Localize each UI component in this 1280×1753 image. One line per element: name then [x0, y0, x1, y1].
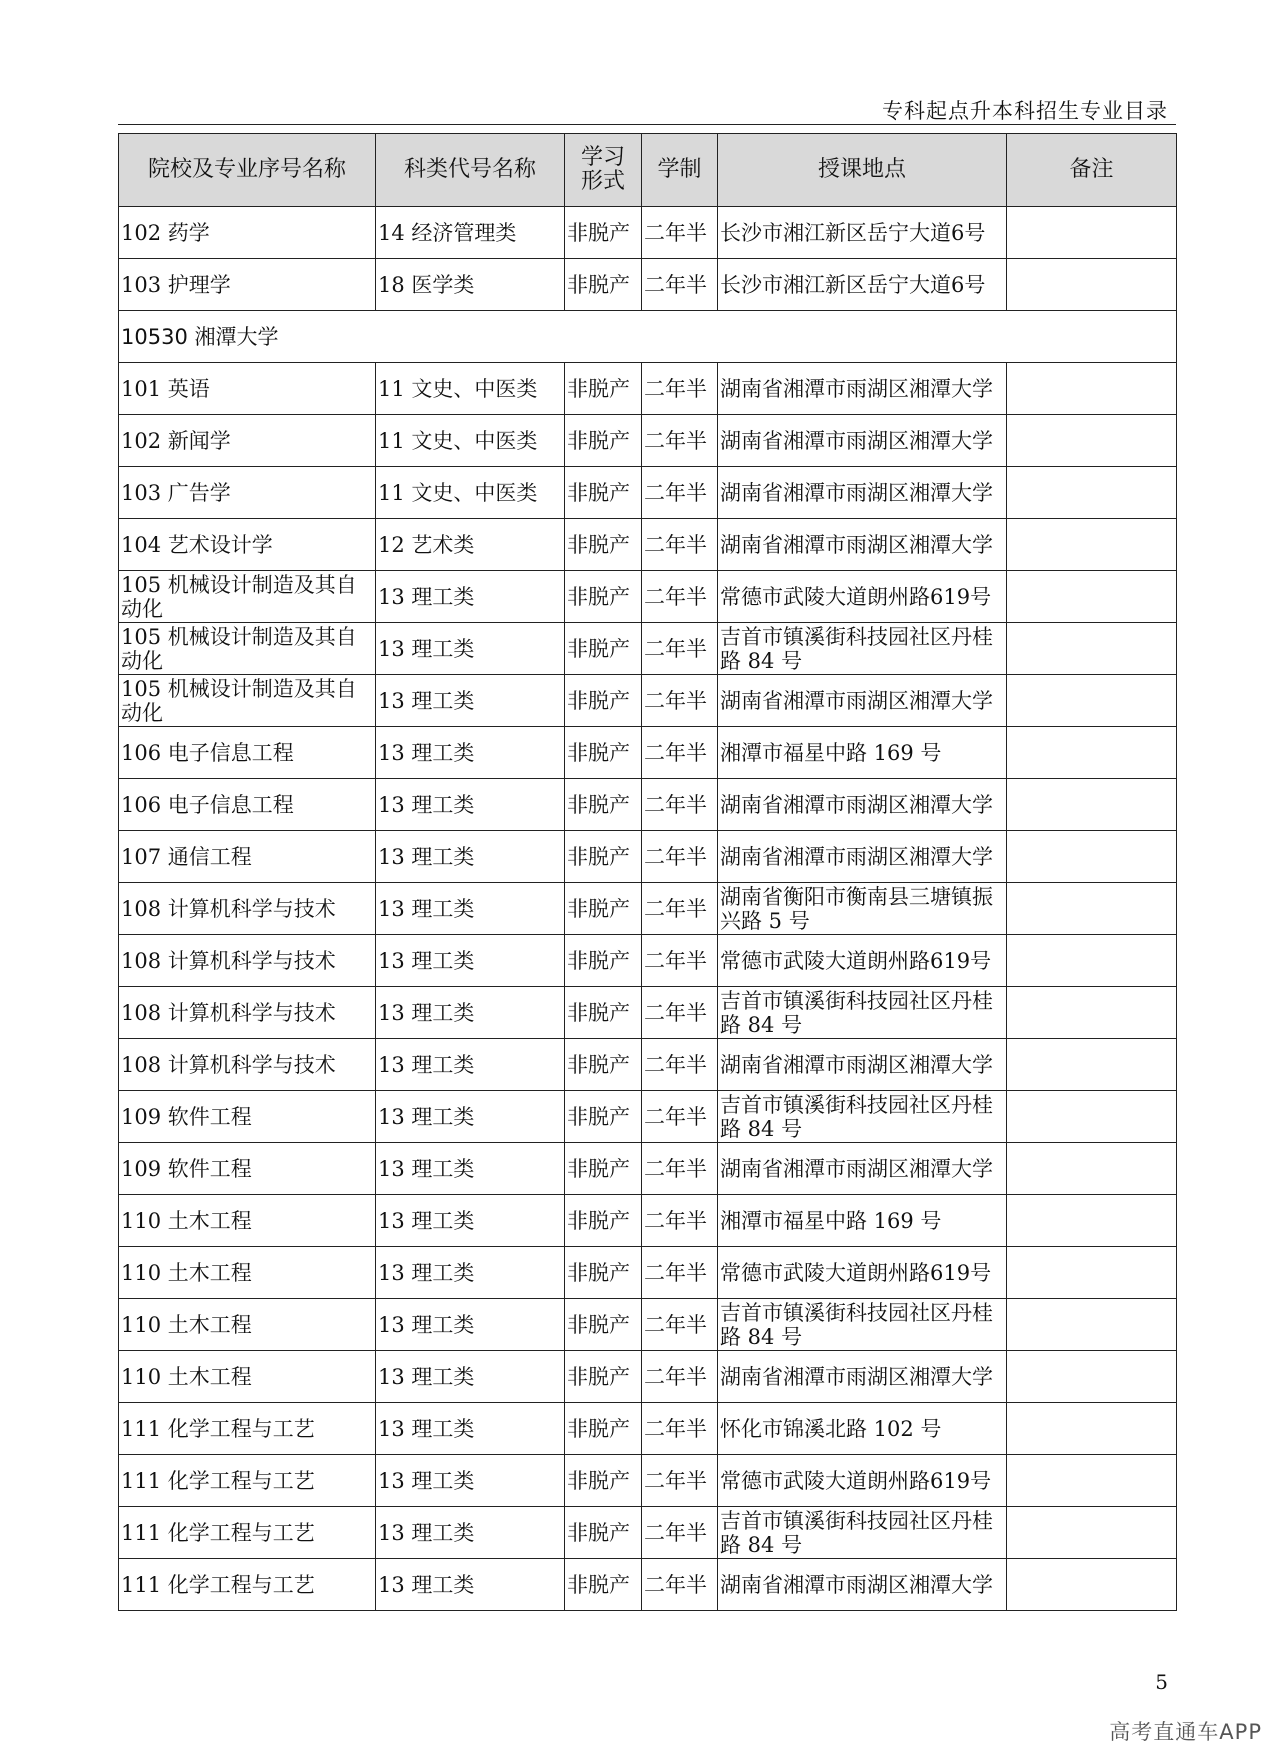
category-cell: 13 理工类 [376, 1299, 565, 1351]
category-cell: 13 理工类 [376, 1143, 565, 1195]
location-cell: 湘潭市福星中路 169 号 [718, 1195, 1007, 1247]
duration-cell: 二年半 [642, 935, 718, 987]
category-cell: 13 理工类 [376, 1039, 565, 1091]
location-cell: 湖南省湘潭市雨湖区湘潭大学 [718, 779, 1007, 831]
major-cell: 109 软件工程 [119, 1143, 376, 1195]
remark-cell [1007, 623, 1177, 675]
location-cell: 长沙市湘江新区岳宁大道6号 [718, 207, 1007, 259]
duration-cell: 二年半 [642, 623, 718, 675]
column-header-major: 院校及专业序号名称 [119, 134, 376, 207]
remark-cell [1007, 467, 1177, 519]
duration-cell: 二年半 [642, 1247, 718, 1299]
remark-cell [1007, 779, 1177, 831]
remark-cell [1007, 1559, 1177, 1611]
table-row [119, 571, 1177, 623]
study-form-cell: 非脱产 [565, 571, 642, 623]
remark-cell [1007, 1507, 1177, 1559]
remark-cell [1007, 1091, 1177, 1143]
remark-cell [1007, 831, 1177, 883]
location-cell: 常德市武陵大道朗州路619号 [718, 935, 1007, 987]
duration-cell: 二年半 [642, 779, 718, 831]
column-header-study-form [565, 134, 642, 207]
category-cell: 13 理工类 [376, 1507, 565, 1559]
category-cell: 13 理工类 [376, 935, 565, 987]
duration-cell: 二年半 [642, 675, 718, 727]
remark-cell [1007, 1195, 1177, 1247]
major-cell: 105 机械设计制造及其自动化 [119, 571, 376, 623]
category-cell: 13 理工类 [376, 727, 565, 779]
category-cell: 13 理工类 [376, 1351, 565, 1403]
location-cell: 湖南省湘潭市雨湖区湘潭大学 [718, 1559, 1007, 1611]
table-row [119, 675, 1177, 727]
table-row [119, 415, 1177, 467]
major-cell: 107 通信工程 [119, 831, 376, 883]
duration-cell: 二年半 [642, 883, 718, 935]
category-cell: 13 理工类 [376, 623, 565, 675]
major-cell: 111 化学工程与工艺 [119, 1559, 376, 1611]
remark-cell [1007, 987, 1177, 1039]
category-cell: 13 理工类 [376, 883, 565, 935]
table-row [119, 519, 1177, 571]
study-form-cell: 非脱产 [565, 1507, 642, 1559]
study-form-cell: 非脱产 [565, 779, 642, 831]
major-cell: 111 化学工程与工艺 [119, 1507, 376, 1559]
table-row [119, 727, 1177, 779]
study-form-cell: 非脱产 [565, 1091, 642, 1143]
table-row [119, 1195, 1177, 1247]
study-form-cell: 非脱产 [565, 1247, 642, 1299]
remark-cell [1007, 207, 1177, 259]
study-form-cell: 非脱产 [565, 883, 642, 935]
category-cell: 14 经济管理类 [376, 207, 565, 259]
watermark: 高考直通车APP [1109, 1720, 1262, 1744]
running-header-title: 专科起点升本科招生专业目录 [882, 99, 1168, 123]
major-cell: 108 计算机科学与技术 [119, 935, 376, 987]
duration-cell: 二年半 [642, 831, 718, 883]
table-row [119, 1403, 1177, 1455]
location-cell: 吉首市镇溪街科技园社区丹桂路 84 号 [718, 1507, 1007, 1559]
duration-cell: 二年半 [642, 987, 718, 1039]
table-row [119, 1507, 1177, 1559]
study-form-cell: 非脱产 [565, 467, 642, 519]
study-form-cell: 非脱产 [565, 519, 642, 571]
duration-cell: 二年半 [642, 1143, 718, 1195]
category-cell: 18 医学类 [376, 259, 565, 311]
table-row [119, 1351, 1177, 1403]
duration-cell: 二年半 [642, 467, 718, 519]
column-header-study-form-line1: 学习 [580, 145, 625, 170]
category-cell: 13 理工类 [376, 1403, 565, 1455]
study-form-cell: 非脱产 [565, 1403, 642, 1455]
major-cell: 110 土木工程 [119, 1351, 376, 1403]
duration-cell: 二年半 [642, 1091, 718, 1143]
category-cell: 13 理工类 [376, 1559, 565, 1611]
header-rule [118, 124, 1176, 125]
location-cell: 湖南省湘潭市雨湖区湘潭大学 [718, 415, 1007, 467]
category-cell: 13 理工类 [376, 1455, 565, 1507]
remark-cell [1007, 935, 1177, 987]
location-cell: 湖南省湘潭市雨湖区湘潭大学 [718, 467, 1007, 519]
duration-cell: 二年半 [642, 207, 718, 259]
category-cell: 13 理工类 [376, 779, 565, 831]
duration-cell: 二年半 [642, 1559, 718, 1611]
duration-cell: 二年半 [642, 1039, 718, 1091]
column-header-study-form-line2: 形式 [580, 169, 625, 194]
duration-cell: 二年半 [642, 1507, 718, 1559]
duration-cell: 二年半 [642, 519, 718, 571]
table-row [119, 1455, 1177, 1507]
major-cell: 106 电子信息工程 [119, 779, 376, 831]
location-cell: 湖南省湘潭市雨湖区湘潭大学 [718, 363, 1007, 415]
category-cell: 13 理工类 [376, 1195, 565, 1247]
location-cell: 湖南省湘潭市雨湖区湘潭大学 [718, 519, 1007, 571]
major-cell: 102 药学 [119, 207, 376, 259]
table-row [119, 1559, 1177, 1611]
school-name: 10530 湘潭大学 [119, 311, 1177, 363]
major-cell: 108 计算机科学与技术 [119, 883, 376, 935]
study-form-cell: 非脱产 [565, 415, 642, 467]
major-cell: 103 护理学 [119, 259, 376, 311]
location-cell: 常德市武陵大道朗州路619号 [718, 1455, 1007, 1507]
location-cell: 湖南省湘潭市雨湖区湘潭大学 [718, 1351, 1007, 1403]
study-form-cell: 非脱产 [565, 623, 642, 675]
category-cell: 13 理工类 [376, 571, 565, 623]
category-cell: 13 理工类 [376, 1091, 565, 1143]
table-row [119, 1299, 1177, 1351]
major-cell: 110 土木工程 [119, 1195, 376, 1247]
major-cell: 111 化学工程与工艺 [119, 1403, 376, 1455]
table-row [119, 1247, 1177, 1299]
location-cell: 长沙市湘江新区岳宁大道6号 [718, 259, 1007, 311]
location-cell: 怀化市锦溪北路 102 号 [718, 1403, 1007, 1455]
category-cell: 11 文史、中医类 [376, 467, 565, 519]
study-form-cell: 非脱产 [565, 1351, 642, 1403]
table-row [119, 259, 1177, 311]
location-cell: 湖南省湘潭市雨湖区湘潭大学 [718, 1039, 1007, 1091]
remark-cell [1007, 259, 1177, 311]
category-cell: 13 理工类 [376, 1247, 565, 1299]
major-cell: 111 化学工程与工艺 [119, 1455, 376, 1507]
column-header-location: 授课地点 [718, 134, 1007, 207]
study-form-cell: 非脱产 [565, 987, 642, 1039]
page-number: 5 [1155, 1670, 1168, 1694]
major-cell: 102 新闻学 [119, 415, 376, 467]
table-row [119, 467, 1177, 519]
category-cell: 13 理工类 [376, 675, 565, 727]
study-form-cell: 非脱产 [565, 1299, 642, 1351]
study-form-cell: 非脱产 [565, 1143, 642, 1195]
location-cell: 吉首市镇溪街科技园社区丹桂路 84 号 [718, 1091, 1007, 1143]
major-cell: 105 机械设计制造及其自动化 [119, 623, 376, 675]
location-cell: 常德市武陵大道朗州路619号 [718, 1247, 1007, 1299]
table-body [119, 207, 1177, 1611]
major-cell: 110 土木工程 [119, 1247, 376, 1299]
duration-cell: 二年半 [642, 1351, 718, 1403]
table-row [119, 1143, 1177, 1195]
study-form-cell: 非脱产 [565, 675, 642, 727]
study-form-cell: 非脱产 [565, 207, 642, 259]
duration-cell: 二年半 [642, 259, 718, 311]
major-cell: 108 计算机科学与技术 [119, 987, 376, 1039]
remark-cell [1007, 363, 1177, 415]
remark-cell [1007, 1143, 1177, 1195]
study-form-cell: 非脱产 [565, 727, 642, 779]
remark-cell [1007, 415, 1177, 467]
table-row [119, 935, 1177, 987]
remark-cell [1007, 1299, 1177, 1351]
remark-cell [1007, 1247, 1177, 1299]
remark-cell [1007, 675, 1177, 727]
remark-cell [1007, 727, 1177, 779]
table-row [119, 623, 1177, 675]
table-row [119, 1039, 1177, 1091]
major-cell: 106 电子信息工程 [119, 727, 376, 779]
duration-cell: 二年半 [642, 1299, 718, 1351]
location-cell: 湖南省湘潭市雨湖区湘潭大学 [718, 1143, 1007, 1195]
category-cell: 11 文史、中医类 [376, 415, 565, 467]
table-row [119, 883, 1177, 935]
category-cell: 13 理工类 [376, 987, 565, 1039]
table-row [119, 1091, 1177, 1143]
duration-cell: 二年半 [642, 727, 718, 779]
column-header-remark: 备注 [1007, 134, 1177, 207]
remark-cell [1007, 571, 1177, 623]
duration-cell: 二年半 [642, 363, 718, 415]
table-row [119, 363, 1177, 415]
study-form-cell: 非脱产 [565, 935, 642, 987]
location-cell: 吉首市镇溪街科技园社区丹桂路 84 号 [718, 987, 1007, 1039]
location-cell: 吉首市镇溪街科技园社区丹桂路 84 号 [718, 1299, 1007, 1351]
major-cell: 105 机械设计制造及其自动化 [119, 675, 376, 727]
study-form-cell: 非脱产 [565, 1039, 642, 1091]
category-cell: 13 理工类 [376, 831, 565, 883]
column-header-category: 科类代号名称 [376, 134, 565, 207]
table-header-row [119, 134, 1177, 207]
remark-cell [1007, 1403, 1177, 1455]
duration-cell: 二年半 [642, 1403, 718, 1455]
category-cell: 12 艺术类 [376, 519, 565, 571]
major-cell: 104 艺术设计学 [119, 519, 376, 571]
major-cell: 108 计算机科学与技术 [119, 1039, 376, 1091]
study-form-cell: 非脱产 [565, 1195, 642, 1247]
study-form-cell: 非脱产 [565, 1455, 642, 1507]
location-cell: 湖南省湘潭市雨湖区湘潭大学 [718, 831, 1007, 883]
study-form-cell: 非脱产 [565, 363, 642, 415]
location-cell: 湖南省湘潭市雨湖区湘潭大学 [718, 675, 1007, 727]
study-form-cell: 非脱产 [565, 831, 642, 883]
school-row [119, 311, 1177, 363]
study-form-cell: 非脱产 [565, 259, 642, 311]
duration-cell: 二年半 [642, 571, 718, 623]
table-row [119, 831, 1177, 883]
location-cell: 湖南省衡阳市衡南县三塘镇振兴路 5 号 [718, 883, 1007, 935]
location-cell: 常德市武陵大道朗州路619号 [718, 571, 1007, 623]
remark-cell [1007, 1039, 1177, 1091]
location-cell: 吉首市镇溪街科技园社区丹桂路 84 号 [718, 623, 1007, 675]
remark-cell [1007, 1351, 1177, 1403]
remark-cell [1007, 519, 1177, 571]
table-row [119, 207, 1177, 259]
category-cell: 11 文史、中医类 [376, 363, 565, 415]
remark-cell [1007, 883, 1177, 935]
major-cell: 101 英语 [119, 363, 376, 415]
study-form-cell: 非脱产 [565, 1559, 642, 1611]
column-header-duration: 学制 [642, 134, 718, 207]
duration-cell: 二年半 [642, 1455, 718, 1507]
table-row [119, 779, 1177, 831]
location-cell: 湘潭市福星中路 169 号 [718, 727, 1007, 779]
table-row [119, 987, 1177, 1039]
duration-cell: 二年半 [642, 1195, 718, 1247]
major-cell: 103 广告学 [119, 467, 376, 519]
major-cell: 110 土木工程 [119, 1299, 376, 1351]
duration-cell: 二年半 [642, 415, 718, 467]
remark-cell [1007, 1455, 1177, 1507]
enrollment-catalog-table [118, 133, 1177, 1611]
major-cell: 109 软件工程 [119, 1091, 376, 1143]
